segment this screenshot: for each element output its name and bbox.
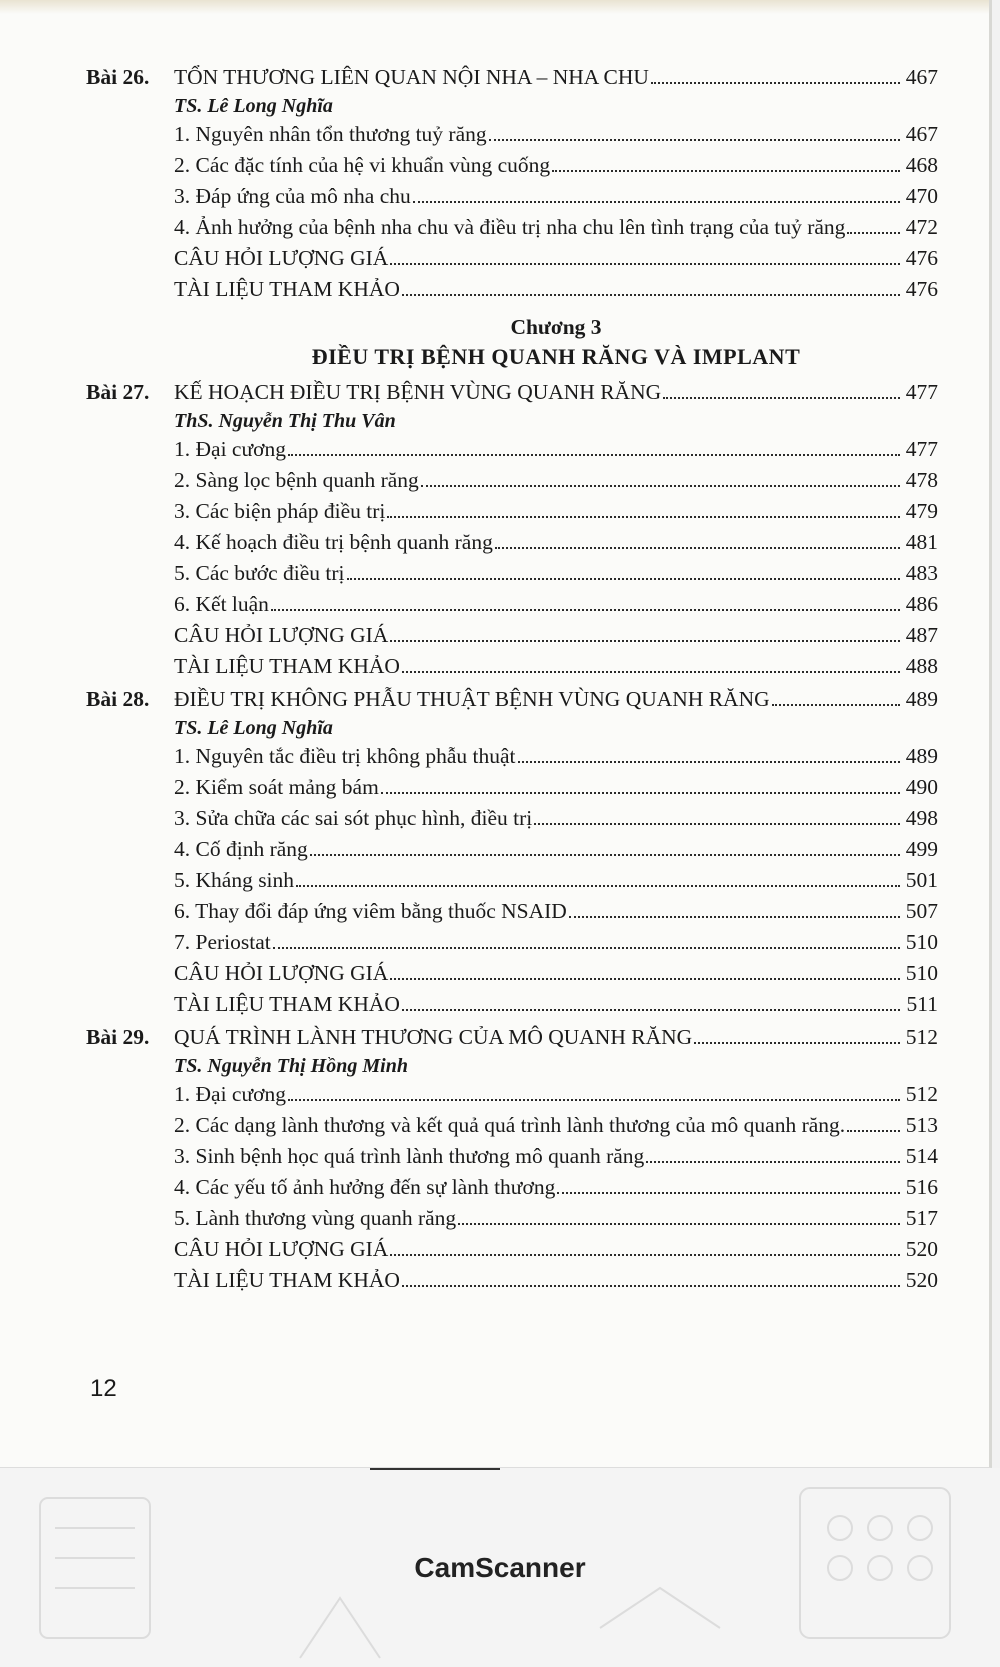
lesson-author: TS. Lê Long Nghĩa (174, 95, 333, 117)
toc-item-page: 486 (905, 592, 938, 616)
toc-item (174, 150, 938, 181)
toc-item-page: 467 (905, 122, 938, 146)
toc-item-text: 5. Kháng sinh (174, 868, 295, 892)
toc-item-text: 3. Đáp ứng của mô nha chu (174, 184, 411, 208)
toc-item-text: CÂU HỎI LƯỢNG GIÁ (174, 961, 389, 985)
lesson-title: QUÁ TRÌNH LÀNH THƯƠNG CỦA MÔ QUANH RĂNG (174, 1025, 693, 1049)
dot-leader (310, 854, 900, 856)
toc-item-page: 516 (905, 1175, 938, 1199)
toc-item-page: 488 (905, 654, 938, 678)
toc-item (174, 651, 938, 682)
dot-leader (288, 454, 900, 456)
toc-item-page: 501 (905, 868, 938, 892)
toc-item-text: 4. Các yếu tố ảnh hưởng đến sự lành thương (174, 1175, 556, 1199)
lesson-title: ĐIỀU TRỊ KHÔNG PHẪU THUẬT BỆNH VÙNG QUANH RĂNG (174, 687, 770, 711)
dot-leader (390, 640, 900, 642)
lesson-page: 512 (905, 1025, 938, 1049)
dot-leader (390, 1254, 900, 1256)
toc-item-text: 2. Sàng lọc bệnh quanh răng (174, 468, 419, 492)
lesson-number: Bài 29. (86, 1025, 150, 1049)
toc-item (174, 181, 938, 212)
toc-item-page: 476 (905, 277, 938, 301)
dot-leader (694, 1042, 900, 1044)
dot-leader (381, 792, 900, 794)
toc-item-page: 511 (906, 992, 938, 1016)
lesson-heading-row (86, 377, 938, 408)
toc-item (174, 1079, 938, 1110)
toc-item-text: 2. Kiểm soát mảng bám (174, 775, 379, 799)
toc-item-text: 4. Kế hoạch điều trị bệnh quanh răng (174, 530, 493, 554)
toc-item (174, 620, 938, 651)
toc-item-text: 1. Nguyên tắc điều trị không phẫu thuật (174, 744, 516, 768)
lesson-number: Bài 27. (86, 380, 150, 404)
toc-item-page: 520 (905, 1237, 938, 1261)
dot-leader (402, 671, 900, 673)
toc-item (174, 274, 938, 305)
dot-leader (847, 1130, 900, 1132)
lesson-group-top (86, 62, 938, 305)
toc-item-page: 499 (905, 837, 938, 861)
toc-item-page: 514 (905, 1144, 938, 1168)
toc-item (174, 989, 938, 1020)
toc-item-page: 507 (905, 899, 938, 923)
chapter-heading (174, 313, 938, 371)
toc-item-text: TÀI LIỆU THAM KHẢO (174, 654, 400, 678)
toc-item-text: TÀI LIỆU THAM KHẢO (174, 1268, 400, 1292)
toc-item-text: 3. Sửa chữa các sai sót phục hình, điều trị (174, 806, 533, 830)
toc-item (174, 834, 938, 865)
lesson-group (86, 377, 938, 1296)
toc-item-page: 472 (905, 215, 938, 239)
toc-item-page: 517 (905, 1206, 938, 1230)
toc-item-page: 481 (905, 530, 938, 554)
toc-item-text: 3. Các biện pháp điều trị (174, 499, 386, 523)
lesson-entry (86, 377, 938, 682)
dot-leader (495, 547, 900, 549)
page-top-edge (0, 0, 989, 14)
toc-item (174, 243, 938, 274)
toc-item-text: 5. Lành thương vùng quanh răng (174, 1206, 457, 1230)
toc-item (174, 212, 938, 243)
toc-item (174, 119, 938, 150)
dot-leader (489, 139, 900, 141)
toc-item-page: 510 (905, 930, 938, 954)
toc-item-text: 1. Nguyên nhân tổn thương tuỷ răng (174, 122, 487, 146)
toc-item-page: 479 (905, 499, 938, 523)
toc-item (174, 865, 938, 896)
toc-item-text: 2. Các đặc tính của hệ vi khuẩn vùng cuống (174, 153, 551, 177)
dot-leader (458, 1223, 900, 1225)
dot-leader (646, 1161, 900, 1163)
toc-item-text: 6. Kết luận (174, 592, 269, 616)
lesson-title: TỔN THƯƠNG LIÊN QUAN NỘI NHA – NHA CHU (174, 65, 649, 89)
dot-leader (413, 201, 900, 203)
lesson-entry (86, 684, 938, 1020)
dot-leader (847, 232, 900, 234)
lesson-page: 489 (905, 687, 938, 711)
toc-item-page: 498 (905, 806, 938, 830)
toc-item-text: 1. Đại cương (174, 1082, 286, 1106)
toc-item (174, 927, 938, 958)
scanner-brand: CamScanner (414, 1552, 586, 1583)
dot-leader (772, 704, 900, 706)
toc-item (174, 1234, 938, 1265)
toc-item (174, 741, 938, 772)
toc-item (174, 527, 938, 558)
toc-item (174, 772, 938, 803)
toc-item-text: 7. Periostat (174, 930, 271, 954)
chapter-title: ĐIỀU TRỊ BỆNH QUANH RĂNG VÀ IMPLANT (311, 344, 801, 369)
toc-item (174, 896, 938, 927)
dot-leader (288, 1099, 900, 1101)
lesson-heading-row (86, 62, 938, 93)
lesson-author: TS. Lê Long Nghĩa (174, 717, 333, 739)
toc-item-page: 490 (905, 775, 938, 799)
toc-item (174, 434, 938, 465)
dot-leader (402, 294, 900, 296)
toc-item-page: 520 (905, 1268, 938, 1292)
toc-item-page: 513 (905, 1113, 938, 1137)
dot-leader (651, 82, 900, 84)
toc-item-text: CÂU HỎI LƯỢNG GIÁ (174, 1237, 389, 1261)
toc-item (174, 465, 938, 496)
toc-item-text: 6. Thay đổi đáp ứng viêm bằng thuốc NSAID (174, 899, 567, 923)
lesson-entry (86, 1022, 938, 1296)
toc-item (174, 1203, 938, 1234)
toc-item-page: 468 (905, 153, 938, 177)
toc-item-page: 487 (905, 623, 938, 647)
lesson-heading-row (86, 684, 938, 715)
toc-item-text: TÀI LIỆU THAM KHẢO (174, 992, 400, 1016)
lesson-author: ThS. Nguyễn Thị Thu Vân (174, 410, 396, 432)
lesson-heading-row (86, 1022, 938, 1053)
dot-leader (402, 1285, 900, 1287)
dot-leader (347, 578, 901, 580)
dot-leader (271, 609, 900, 611)
dot-leader (552, 170, 900, 172)
toc-item (174, 803, 938, 834)
toc-item (174, 1110, 938, 1141)
dot-leader (390, 978, 900, 980)
toc-item (174, 1141, 938, 1172)
toc-item (174, 496, 938, 527)
dot-leader (534, 823, 900, 825)
toc-item-page: 483 (905, 561, 938, 585)
toc-item-text: 4. Cố định răng (174, 837, 308, 861)
chapter-label: Chương 3 (510, 315, 602, 339)
dot-leader (569, 916, 900, 918)
toc-item-page: 476 (905, 246, 938, 270)
toc-item-page: 512 (905, 1082, 938, 1106)
lesson-number: Bài 26. (86, 65, 150, 89)
toc-item-text: TÀI LIỆU THAM KHẢO (174, 277, 400, 301)
toc-item-text: 2. Các dạng lành thương và kết quả quá trình lành thương của mô quanh răng. (174, 1113, 846, 1137)
toc-item-text: 4. Ảnh hưởng của bệnh nha chu và điều trị nha chu lên tình trạng của tuỷ răng (174, 215, 846, 239)
toc-item-page: 470 (905, 184, 938, 208)
toc-item-page: 477 (905, 437, 938, 461)
toc-item-text: CÂU HỎI LƯỢNG GIÁ (174, 246, 389, 270)
dot-leader (387, 516, 900, 518)
toc-item-page: 510 (905, 961, 938, 985)
toc-item-text: CÂU HỎI LƯỢNG GIÁ (174, 623, 389, 647)
toc-item (174, 589, 938, 620)
lesson-author: TS. Nguyễn Thị Hồng Minh (174, 1055, 408, 1077)
lesson-page: 467 (905, 65, 938, 89)
lesson-entry (86, 62, 938, 305)
dot-leader (402, 1009, 900, 1011)
toc-item-page: 478 (905, 468, 938, 492)
lesson-number: Bài 28. (86, 687, 150, 711)
dot-leader (296, 885, 900, 887)
toc-item-text: 5. Các bước điều trị (174, 561, 345, 585)
lesson-title: KẾ HOẠCH ĐIỀU TRỊ BỆNH VÙNG QUANH RĂNG (174, 380, 662, 404)
lesson-page: 477 (905, 380, 938, 404)
dot-leader (390, 263, 900, 265)
toc-item-text: 3. Sinh bệnh học quá trình lành thương mô quanh răng (174, 1144, 645, 1168)
toc-item-text: 1. Đại cương (174, 437, 286, 461)
toc-item (174, 1265, 938, 1296)
toc-item (174, 1172, 938, 1203)
dot-leader (663, 397, 900, 399)
dot-leader (273, 947, 900, 949)
dot-leader (421, 485, 900, 487)
toc-item-page: 489 (905, 744, 938, 768)
toc-item (174, 958, 938, 989)
dot-leader (518, 761, 900, 763)
dot-leader (557, 1192, 900, 1194)
table-of-contents (86, 62, 938, 1298)
toc-item (174, 558, 938, 589)
page-number: 12 (90, 1375, 117, 1402)
